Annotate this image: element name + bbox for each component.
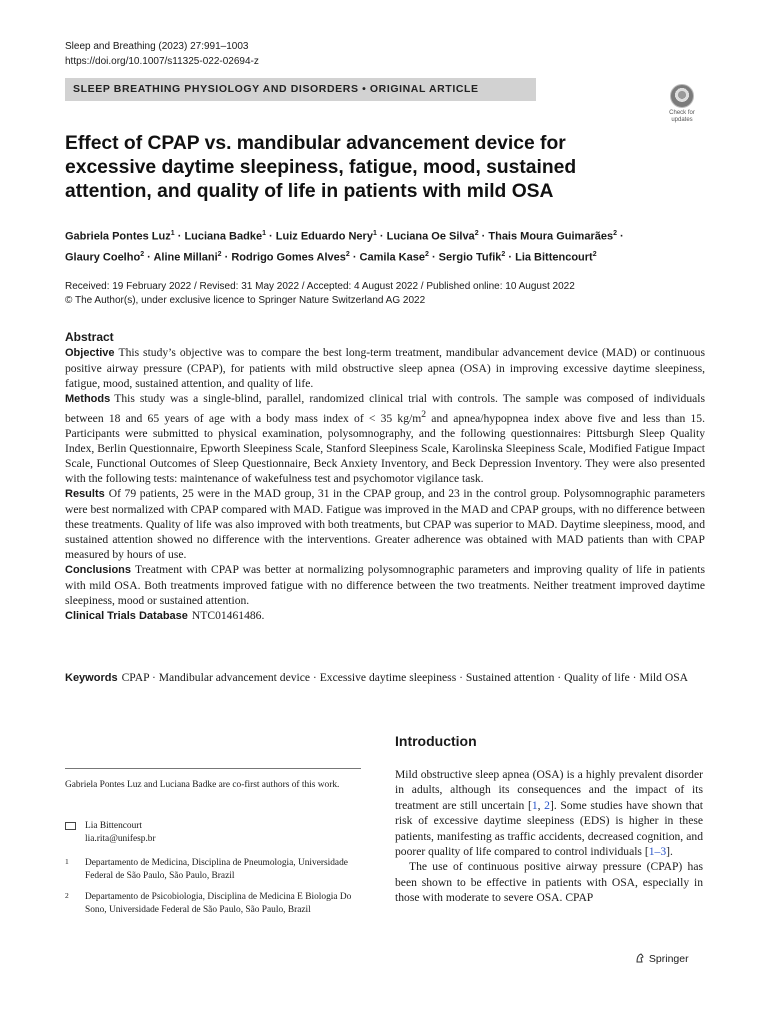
journal-volume: Sleep and Breathing (2023) 27:991–1003 [65, 41, 249, 52]
author-name[interactable]: Luciana Badke [184, 230, 263, 243]
author-affiliation: 1 [170, 230, 175, 237]
author-name[interactable]: Gabriela Pontes Luz [65, 230, 171, 243]
citation-link[interactable]: 2 [544, 798, 550, 812]
keywords [65, 670, 705, 686]
author-affiliation: 2 [501, 250, 506, 258]
author-separator: · [478, 230, 489, 243]
author-affiliation: 2 [592, 250, 597, 258]
contact-email[interactable]: lia.rita@unifesp.br [85, 834, 156, 844]
author-affiliation: 2 [345, 250, 350, 258]
author-name[interactable]: Rodrigo Gomes Alves [231, 251, 346, 264]
citation-link[interactable]: 1 [531, 798, 538, 812]
intro-paragraph-2: The use of continuous positive airway pressure (CPAP) has been shown to be effective in patients with OSA, especially in those with moderate to severe OSA. CPAP [395, 860, 703, 905]
author-separator: · [505, 251, 516, 264]
author-affiliation: 1 [372, 230, 377, 237]
author-affiliation: 2 [217, 250, 222, 258]
author-separator: · [144, 251, 154, 264]
affiliation-1: 1 Departamento de Medicina, Disciplina de Pneumologia, Universidade Federal de São Paulo, São Paulo, Brazil [65, 857, 348, 881]
author-separator: · [617, 230, 624, 243]
author-name[interactable]: Aline Millani [153, 251, 218, 264]
article-title: Effect of CPAP vs. mandibular advancement device for excessive daytime sleepiness, fatigue, mood, sustained attention, and quality of life in patients with mild OSA [65, 133, 577, 202]
abstract-methods: Methods This study was a single-blind, parallel, randomized clinical trial with controls. The sample was composed of individuals between 18 and 65 years of age with a body mass index of < 35 $kg/m^2$ and apnea/hypopnea index above five and less than 15. Participants were submitted to physical examination, polysomnography, and the following questionnaires: Pittsburgh Sleep Quality Index, Berlin Questionnaire, Epworth Sleepiness Scale, Stanford Sleepiness Scale, Karolinska Sleepiness Scale, Modified Fatigue Impact Scale, Functional Outcomes of Sleep Questionnaire, Beck Anxiety Inventory, and Beck Depression Inventory. They were also presented with the following tests: maintenance of wakefulness test and psychomotor vigilance task. [65, 392, 705, 485]
article-dates [65, 280, 705, 308]
author-affiliation: 2 [474, 230, 479, 237]
abstract-heading: Abstract [65, 330, 114, 344]
publisher-name: Springer [648, 953, 689, 965]
check-updates-icon [670, 84, 694, 108]
citation-link[interactable]: 1–3 [648, 845, 667, 859]
abstract [65, 330, 705, 624]
author-separator: · [349, 251, 360, 264]
author-name[interactable]: Sergio Tufik [438, 251, 502, 264]
abstract-results: Results Of 79 patients, 25 were in the MAD group, 31 in the CPAP group, and 23 in the control group. Polysomnographic parameters were best normalized with CPAP compared with MAD. Fatigue was improved in the MAD and CPAP groups, with no difference between these treatments. Quality of life was also improved with both treatments, but CPAP was superior to MAD. Daytime sleepiness, mood, and sustained attention showed no difference with the interventions. Greater adherence was obtained with MAD patients than with CPAP measured by hours of use. [65, 486, 705, 561]
history-dates: Received: 19 February 2022 / Revised: 31 May 2022 / Accepted: 4 August 2022 / Published online: 10 August 2022 [65, 281, 575, 292]
introduction-body [395, 767, 703, 906]
author-name[interactable]: Luiz Eduardo Nery [275, 230, 373, 243]
corresponding-author [65, 820, 365, 846]
author-affiliation: 2 [613, 230, 617, 237]
keywords-text: CPAP · Mandibular advancement device · Excessive daytime sleepiness · Sustained attention · Quality of life · Mild OSA [121, 671, 689, 684]
publisher-logo [634, 952, 689, 965]
cofirst-note: Gabriela Pontes Luz and Luciana Badke are co-first authors of this work. [65, 780, 340, 790]
article-category: SLEEP BREATHING PHYSIOLOGY AND DISORDERS • ORIGINAL ARTICLE [73, 83, 479, 95]
author-separator: · [221, 251, 232, 264]
author-name[interactable]: Glaury Coelho [65, 251, 141, 264]
author-separator: · [174, 230, 185, 243]
affiliation-2: 2 Departamento de Psicobiologia, Disciplina de Medicina E Biologia Do Sono, Universidade Federal de São Paulo, São Paulo, Brazil [65, 891, 352, 915]
author-name[interactable]: Luciana Oe Silva [386, 230, 475, 243]
abstract-conclusions: Conclusions Treatment with CPAP was better at normalizing polysomnographic parameters and improving quality of life in patients with mild OSA. Both treatments improved fatigue with no difference between the two treatments. Neither treatment improved daytime sleepiness, mood or sustained attention. [65, 562, 705, 607]
contact-name: Lia Bittencourt [85, 821, 143, 831]
doi-link[interactable]: https://doi.org/10.1007/s11325-022-02694-z [65, 55, 259, 67]
article-category-bar [65, 78, 536, 101]
author-affiliation: 2 [424, 250, 429, 258]
check-updates-text: Check for updates [669, 110, 695, 123]
abstract-objective: Objective This study’s objective was to compare the best long-term treatment, mandibular advancement device (MAD) or continuous positive airway pressure (CPAP), for patients with mild obstructive sleep apnea (OSA) in improving excessive daytime sleepiness, fatigue, mood, sustained attention, and quality of life. [65, 346, 705, 390]
copyright: © The Author(s), under exclusive licence to Springer Nature Switzerland AG 2022 [65, 295, 426, 306]
author-separator: · [376, 230, 387, 243]
author-name[interactable]: Camila Kase [359, 251, 425, 264]
journal-citation [65, 40, 259, 69]
introduction-heading: Introduction [395, 733, 477, 749]
intro-paragraph-1: Mild obstructive sleep apnea (OSA) is a highly prevalent disorder in adults, although its consequences and the impact of its treatment are still uncertain [1, 2]. Some studies have shown that risk of excessive daytime sleepiness (EDS) is higher in these patients, manifesting as traffic accidents, decreased cognition, and poorer quality of life compared to control individuals [1–3]. [395, 768, 703, 859]
author-separator: · [428, 251, 439, 264]
author-list [65, 225, 705, 266]
footnote-divider [65, 768, 361, 769]
author-name[interactable]: Thais Moura Guimarães [488, 230, 614, 243]
author-affiliation: 1 [262, 230, 266, 237]
mail-icon [65, 822, 76, 830]
author-name[interactable]: Lia Bittencourt [515, 251, 593, 264]
keywords-label: Keywords [65, 672, 118, 684]
springer-horse-icon [634, 952, 646, 964]
author-affiliation: 2 [140, 250, 145, 258]
author-separator: · [265, 230, 276, 243]
abstract-trials: Clinical Trials Database NTC01461486. [65, 608, 265, 622]
check-for-updates-badge[interactable] [662, 84, 702, 124]
